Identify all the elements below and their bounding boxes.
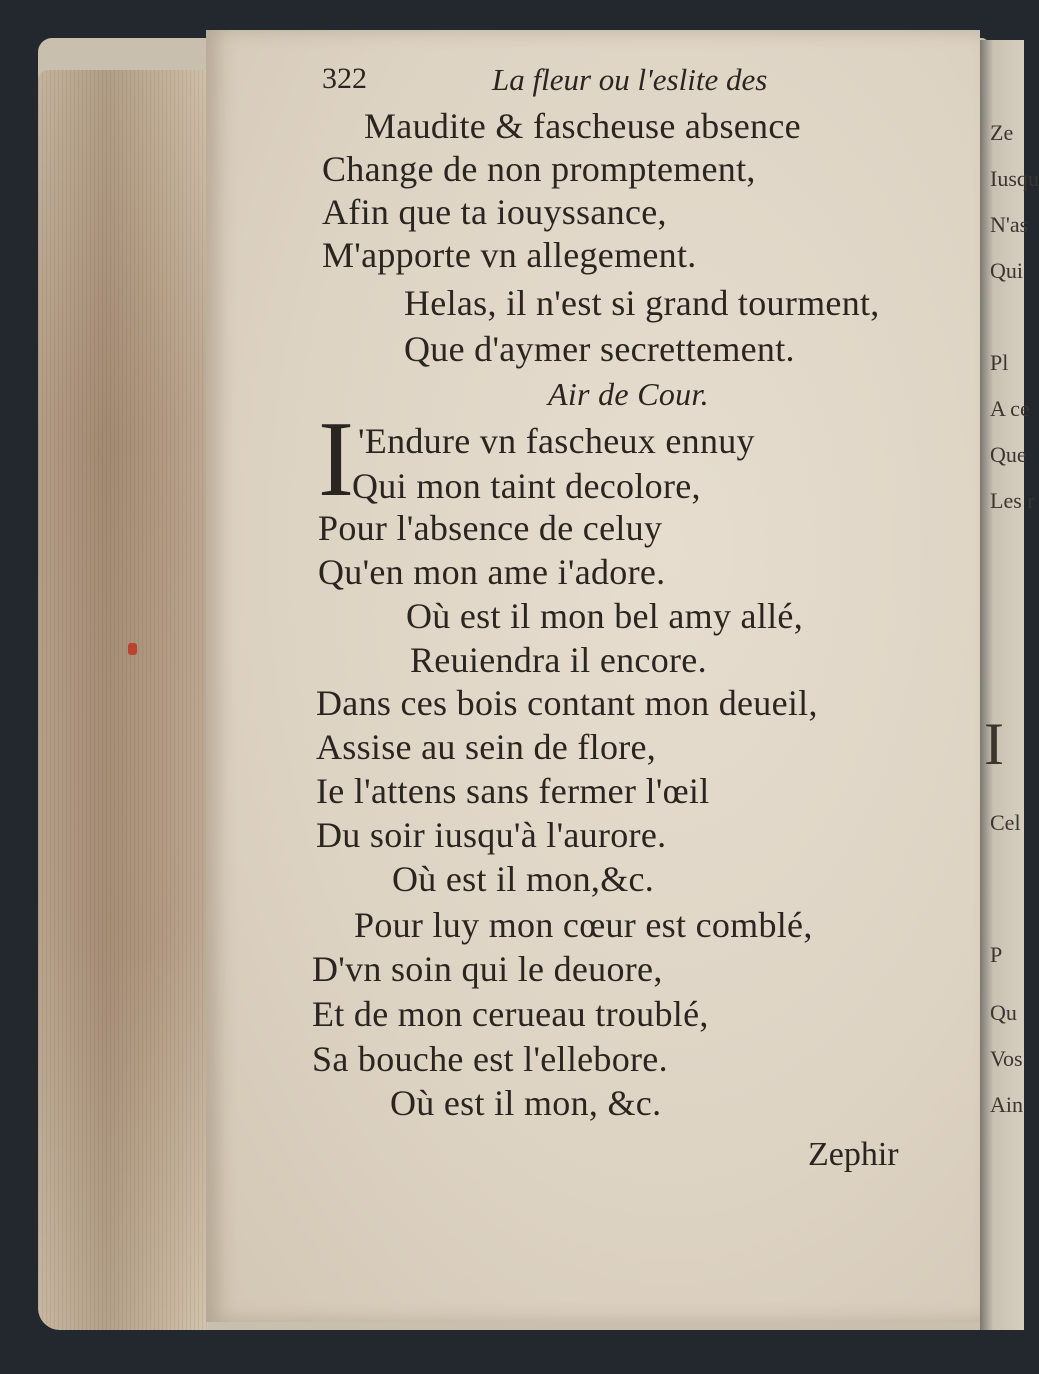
verse-line: Qu'en mon ame i'adore. bbox=[318, 552, 666, 592]
catchword: Zephir bbox=[808, 1136, 899, 1173]
facing-fragment: Qu bbox=[990, 1000, 1017, 1025]
facing-fragment: I bbox=[984, 711, 1004, 777]
facing-fragment: Vos bbox=[990, 1046, 1023, 1071]
facing-fragment: Pl bbox=[990, 350, 1009, 375]
verse-line: 'Endure vn fascheux ennuy bbox=[358, 421, 755, 461]
verse-line: M'apporte vn allegement. bbox=[322, 235, 697, 275]
running-title: La fleur ou l'eslite des bbox=[492, 62, 768, 97]
verse-line: Ie l'attens sans fermer l'œil bbox=[316, 771, 710, 811]
verse-line: D'vn soin qui le deuore, bbox=[312, 949, 663, 989]
facing-fragment: Qui bbox=[990, 258, 1023, 283]
verse-line: Dans ces bois contant mon deueil, bbox=[316, 683, 818, 723]
facing-fragment: Iusqu bbox=[990, 166, 1039, 191]
verse-line: Change de non promptement, bbox=[322, 149, 756, 189]
facing-fragment: Ain bbox=[990, 1092, 1023, 1117]
verse-line: Reuiendra il encore. bbox=[410, 640, 707, 680]
page-number: 322 bbox=[322, 62, 367, 95]
verse-line: Où est il mon, &c. bbox=[390, 1083, 662, 1123]
facing-fragment: Cel bbox=[990, 810, 1021, 835]
verse-line: Pour luy mon cœur est comblé, bbox=[354, 905, 813, 945]
verse-line: Assise au sein de flore, bbox=[316, 727, 657, 767]
verse-line: Pour l'absence de celuy bbox=[318, 508, 663, 548]
drop-cap: I bbox=[318, 400, 354, 519]
verse-line: Afin que ta iouyssance, bbox=[322, 192, 667, 232]
facing-fragment: Que bbox=[990, 442, 1027, 467]
verse-line: Que d'aymer secrettement. bbox=[404, 329, 795, 369]
verse-line: Où est il mon bel amy allé, bbox=[406, 596, 804, 636]
red-ink-mark bbox=[128, 643, 137, 655]
verse-line: Sa bouche est l'ellebore. bbox=[312, 1039, 668, 1079]
song-title: Air de Cour. bbox=[548, 376, 709, 412]
page-header bbox=[322, 62, 832, 102]
facing-fragment: Les r bbox=[990, 488, 1035, 513]
facing-page-edge bbox=[980, 40, 1039, 1330]
facing-fragment: A ce bbox=[990, 396, 1030, 421]
facing-fragment: Ze bbox=[990, 120, 1014, 145]
verse-line: Et de mon cerueau troublé, bbox=[312, 994, 709, 1034]
verse-line: Helas, il n'est si grand tourment, bbox=[404, 283, 880, 323]
facing-fragment: P bbox=[990, 942, 1003, 967]
page-edges bbox=[38, 70, 208, 1330]
verse-line: Qui mon taint decolore, bbox=[352, 466, 701, 506]
verse-line: Où est il mon,&c. bbox=[392, 859, 655, 899]
verse-line: Maudite & fascheuse absence bbox=[364, 106, 801, 146]
verse-line: Du soir iusqu'à l'aurore. bbox=[316, 815, 667, 855]
facing-fragment: N'as bbox=[990, 212, 1029, 237]
